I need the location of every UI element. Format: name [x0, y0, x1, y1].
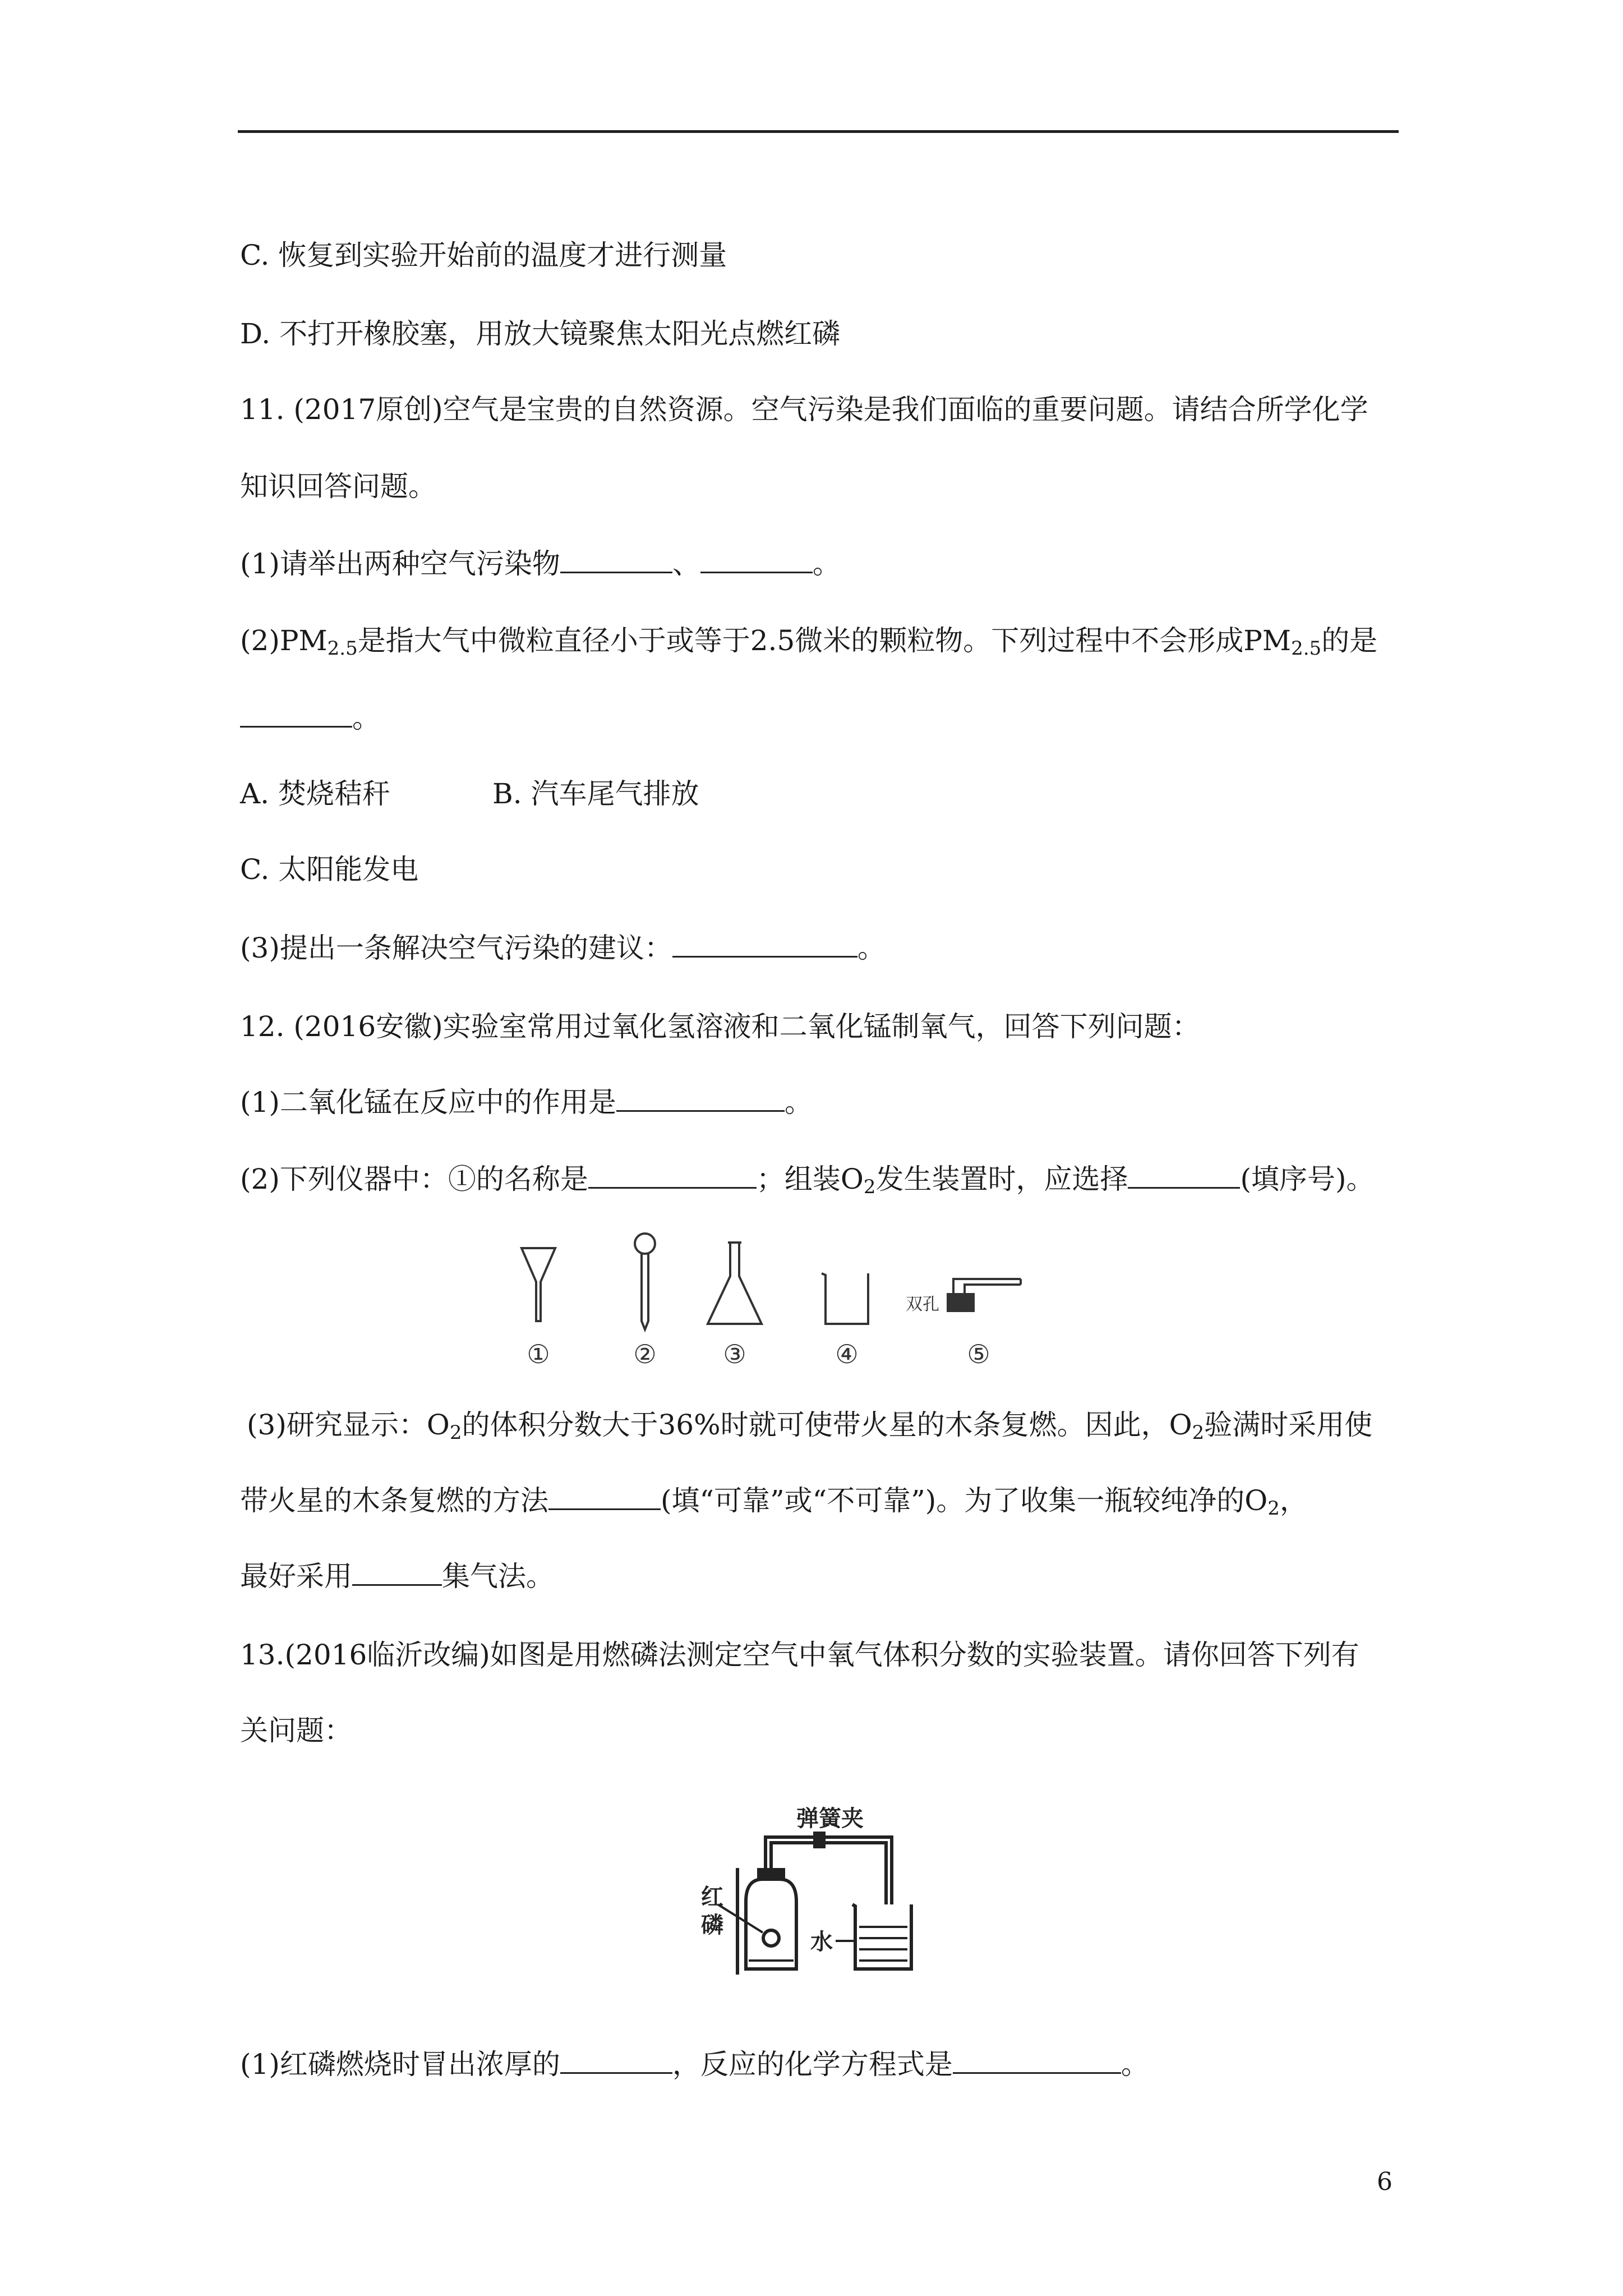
answer-blank[interactable] — [1128, 1162, 1240, 1189]
label-5: ⑤ — [967, 1339, 990, 1369]
phosphorus-label-1: 红 — [701, 1884, 723, 1910]
q11-2-text-b: 是指大气中微粒直径小于或等于2.5微米的颗粒物。下列过程中不会形成PM — [357, 624, 1292, 657]
q12-3-text-a: (3)研究显示：O — [247, 1409, 450, 1441]
q11-3-text: (3)提出一条解决空气污染的建议： — [240, 932, 672, 964]
answer-blank[interactable] — [616, 1085, 785, 1112]
question-11-part-2 — [240, 624, 1377, 665]
answer-blank[interactable] — [548, 1484, 661, 1510]
q12-3-text-e: (填“可靠”或“不可靠”)。为了收集一瓶较纯净的O — [661, 1484, 1268, 1517]
option-c-solar: C. 太阳能发电 — [240, 853, 419, 886]
option-a: A. 焚烧秸秆 — [240, 777, 390, 810]
q11-2-sub: 2.5 — [327, 637, 358, 660]
q13-1-text-a: (1)红磷燃烧时冒出浓厚的 — [240, 2048, 560, 2081]
question-12-stem: 12. (2016安徽)实验室常用过氧化氢溶液和二氧化锰制氧气，回答下列问题： — [240, 1010, 1200, 1043]
question-11-stem: 11. (2017原创)空气是宝贵的自然资源。空气污染是我们面临的重要问题。请结合所学化学 — [240, 393, 1368, 426]
q12-3-sub-1: 2 — [449, 1421, 462, 1444]
question-12-part-3 — [247, 1408, 1372, 1450]
q11-2-sub-2: 2.5 — [1291, 637, 1322, 660]
header-rule — [238, 130, 1399, 133]
answer-blank[interactable] — [588, 1162, 757, 1189]
q12-3-text-d: 带火星的木条复燃的方法 — [240, 1484, 548, 1517]
spring-clip — [813, 1832, 826, 1848]
q12-3-text-h: 集气法。 — [442, 1560, 554, 1593]
answer-blank[interactable] — [240, 701, 352, 728]
question-12-part-2 — [240, 1162, 1374, 1204]
label-4: ④ — [835, 1339, 859, 1369]
q13-1-end: 。 — [1121, 2048, 1149, 2081]
q12-2-text-c: 发生装置时，应选择 — [875, 1163, 1128, 1195]
question-11-part-2-answer — [240, 701, 380, 735]
q12-1-text: (1)二氧化锰在反应中的作用是 — [240, 1086, 616, 1119]
q12-3-sub-2: 2 — [1192, 1421, 1205, 1444]
beaker-right — [852, 1904, 911, 1969]
q12-3-text-b: 的体积分数大于36%时就可使带火星的木条复燃。因此，O — [462, 1409, 1192, 1441]
q12-1-end: 。 — [784, 1086, 813, 1119]
label-2: ② — [633, 1339, 657, 1369]
label-3: ③ — [723, 1339, 746, 1369]
label-1: ① — [527, 1339, 550, 1369]
q11-1-text: (1)请举出两种空气污染物 — [240, 547, 560, 580]
question-12-part-3-cont — [240, 1484, 1308, 1525]
q12-3-text-c: 验满时采用使 — [1204, 1409, 1373, 1441]
question-11-part-1 — [240, 547, 841, 581]
q11-1-end: 。 — [812, 547, 841, 580]
q12-2-text-d: (填序号)。 — [1240, 1163, 1375, 1195]
q11-2-text-c: 的是 — [1321, 624, 1378, 657]
q12-2-sub: 2 — [863, 1176, 876, 1198]
options-row-1 — [240, 777, 699, 811]
page-number: 6 — [1377, 2168, 1393, 2196]
q12-2-text-b: ；组装O — [756, 1163, 864, 1195]
beaker-icon — [822, 1273, 868, 1324]
q11-1-sep: 、 — [672, 547, 700, 580]
q12-3-text-g: 最好采用 — [240, 1560, 352, 1593]
long-neck-funnel-icon — [635, 1234, 655, 1329]
answer-blank[interactable] — [560, 547, 672, 573]
q12-3-text-f: ， — [1279, 1484, 1308, 1517]
question-11-stem-cont: 知识回答问题。 — [240, 470, 436, 503]
answer-blank[interactable] — [953, 2047, 1121, 2074]
answer-blank[interactable] — [700, 547, 813, 573]
q12-2-text-a: (2)下列仪器中：①的名称是 — [240, 1163, 588, 1195]
question-12-part-1 — [240, 1085, 813, 1119]
answer-blank[interactable] — [560, 2047, 672, 2074]
question-13-stem: 13.(2016临沂改编)如图是用燃磷法测定空气中氧气体积分数的实验装置。请你回答下列有 — [240, 1639, 1359, 1671]
bottle-body — [746, 1879, 796, 1969]
conical-flask-icon — [708, 1243, 762, 1324]
water-label: 水 — [810, 1929, 833, 1955]
q11-2-end: 。 — [352, 702, 380, 734]
q13-1-text-b: ，反应的化学方程式是 — [672, 2048, 953, 2081]
question-13-part-1 — [240, 2047, 1149, 2081]
phosphorus-setup-figure — [701, 1806, 937, 1997]
double-hole-stopper-icon — [948, 1279, 1021, 1311]
q11-3-end: 。 — [857, 932, 886, 964]
answer-blank[interactable] — [672, 931, 857, 958]
option-b: B. 汽车尾气排放 — [492, 777, 699, 810]
option-d-line: D. 不打开橡胶塞，用放大镜聚焦太阳光点燃红磷 — [240, 318, 841, 350]
option-c-line: C. 恢复到实验开始前的温度才进行测量 — [240, 239, 727, 272]
question-11-part-3 — [240, 931, 886, 965]
q12-3-sub-3: 2 — [1267, 1497, 1280, 1520]
phosphorus-label-2: 磷 — [701, 1912, 723, 1938]
apparatus-figure — [516, 1231, 1110, 1377]
spring-clip-label: 弹簧夹 — [796, 1806, 864, 1832]
funnel-icon — [522, 1248, 555, 1321]
q11-2-text-a: (2)PM — [240, 624, 328, 657]
stopper-label: 双孔 — [906, 1295, 939, 1314]
question-12-part-3-end — [240, 1559, 554, 1593]
stopper — [757, 1868, 785, 1880]
question-13-stem-cont: 关问题： — [240, 1714, 352, 1747]
answer-blank[interactable] — [352, 1559, 442, 1586]
